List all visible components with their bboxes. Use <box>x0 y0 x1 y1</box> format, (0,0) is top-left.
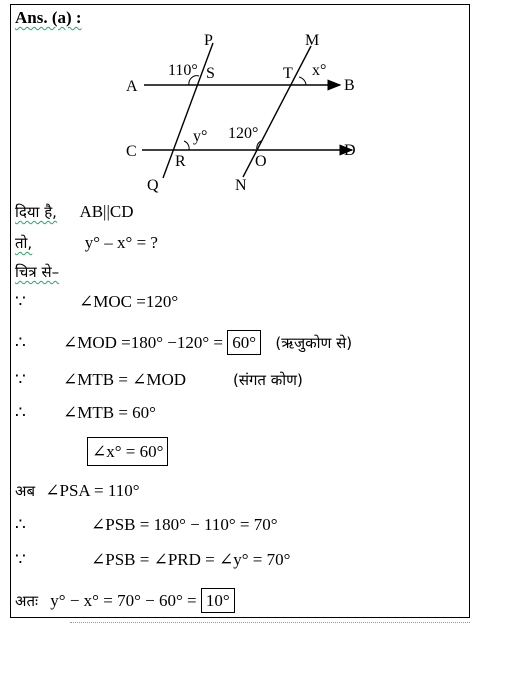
step-4: ∴ ∠MTB = 60° <box>15 403 156 423</box>
label-angle-120: 120° <box>228 125 259 142</box>
final-line: अतः y° − x° = 70° − 60° = 10° <box>15 591 235 611</box>
then-line: तो, y° – x° = ? <box>15 233 158 252</box>
label-o: O <box>255 153 267 170</box>
parallel-lines-figure <box>0 0 512 200</box>
label-angle-y: y° <box>193 128 208 145</box>
line-mn <box>243 46 311 177</box>
label-q: Q <box>147 177 159 194</box>
step-6: ∵ ∠PSB = ∠PRD = ∠y° = 70° <box>15 550 291 570</box>
result-box: ∠x° = 60° <box>87 442 168 462</box>
label-s: S <box>206 65 215 82</box>
label-r: R <box>175 153 186 170</box>
answer-heading: Ans. (a) : <box>15 8 82 27</box>
arc-y <box>184 141 189 150</box>
label-a: A <box>126 78 138 95</box>
step-5: ∴ ∠PSB = 180° − 110° = 70° <box>15 515 278 535</box>
label-n: N <box>235 177 247 194</box>
given-line: दिया है, AB||CD <box>15 202 134 221</box>
label-b: B <box>344 77 355 94</box>
label-c: C <box>126 143 137 160</box>
label-angle-110: 110° <box>168 62 198 79</box>
label-m: M <box>305 32 320 49</box>
label-angle-x: x° <box>312 62 327 79</box>
label-d: D <box>344 142 356 159</box>
boxed-10: 10° <box>201 588 235 613</box>
cropped-text-edge <box>70 622 470 627</box>
ab-line: अब ∠PSA = 110° <box>15 481 140 500</box>
step-3: ∵ ∠MTB = ∠MOD (संगत कोण) <box>15 370 303 390</box>
arc-x <box>299 77 306 85</box>
from-figure-line: चित्र से– <box>15 263 60 281</box>
label-t: T <box>283 65 293 82</box>
step-2: ∴ ∠MOD =180° −120° = 60° (ऋजुकोण से) <box>15 333 26 353</box>
step-1: ∵ ∠MOC =120° <box>15 292 179 312</box>
boxed-60: 60° <box>227 330 261 355</box>
label-p: P <box>204 32 213 49</box>
